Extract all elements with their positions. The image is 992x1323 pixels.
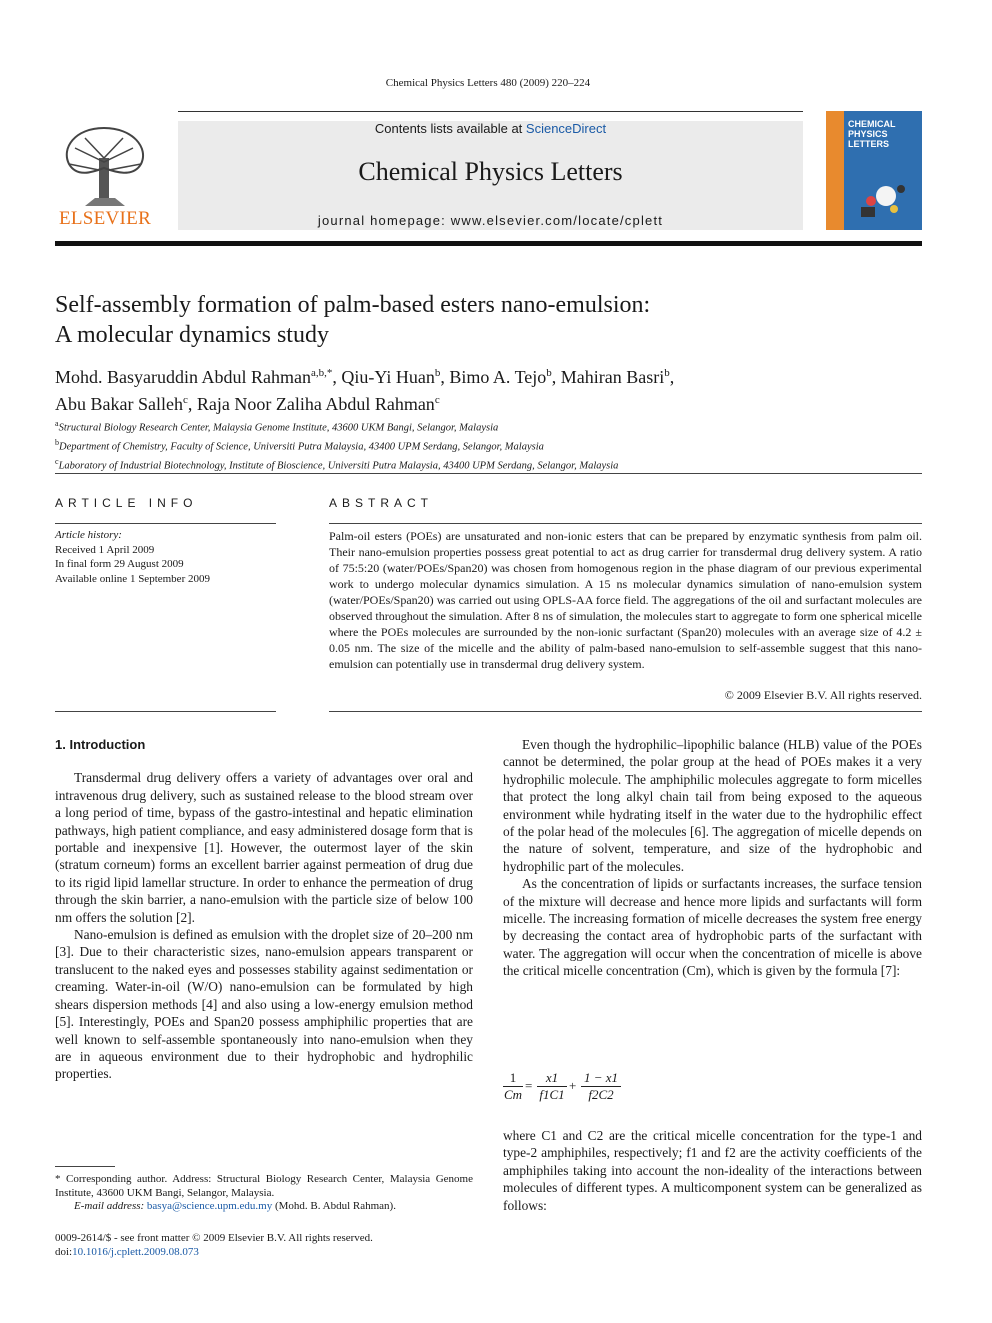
author-name[interactable]: Qiu-Yi Huan [341,367,435,387]
issn-doi [55,1231,473,1259]
body-right-column [503,736,922,980]
abstract-copyright: © 2009 Elsevier B.V. All rights reserved. [724,688,922,702]
affiliation: $^b$Department of Chemistry, Faculty of Science, Universiti Putra Malaysia, 43400 UPM Serdang, Selangor, Malaysia [55,438,544,453]
final-form-date: In final form 29 August 2009 [55,558,184,570]
header-bottom-rule [55,241,922,246]
history-label: Article history: [55,529,122,541]
received-date: Received 1 April 2009 [55,543,155,556]
author-name[interactable]: Mahiran Basri [560,367,665,387]
body-left-column [55,736,473,1083]
author-name[interactable]: Bimo A. Tejo [449,367,547,387]
article-title: Self-assembly formation of palm-based esters nano-emulsion: A molecular dynamics study [55,292,651,348]
contents-line [178,121,803,136]
paragraph: Even though the hydrophilic–lipophilic balance (HLB) value of the POEs cannot be determined, the polar group at the head of POEs makes it a very hydrophilic molecule. The amphiphilic molecules aggregate to form micelles that protect the long alkyl chain tail from being exposed to the aqueous environment while hydrating itself in the water due to the hydrophilic effect of the polar head of the molecules [6]. The aggregation of micelle depends on the nature of solvent, temperature, and size of the hydrophobic and hydrophilic part of the molecules. [503,737,922,874]
affiliation-rule [55,473,922,474]
publisher-wordmark: ELSEVIER [58,208,152,229]
body-right-continued [503,1127,922,1214]
issn-line: 0009-2614/$ - see front matter © 2009 Elsevier B.V. All rights reserved. [55,1232,373,1244]
abstract-bottom-rule [329,711,922,712]
cover-molecule-icon [856,171,916,221]
cover-strip [826,111,844,230]
header-top-rule [178,111,803,112]
paragraph: where C1 and C2 are the critical micelle concentration for the type-1 and type-2 amphiphiles, respectively; f1 and f2 are the activity coefficients of the amphiphiles taking into account the non-ideality of the interactions between molecules of different types. A multicomponent system can be generalized as follows: [503,1128,922,1213]
author-email-link[interactable]: basya@science.upm.edu.my [146,1200,273,1212]
footnote-rule [55,1166,115,1167]
tree-icon [55,118,155,210]
journal-banner [178,121,803,230]
author-list: Mohd. Basyaruddin Abdul Rahman$^{a,b,*}$, Qiu-Yi Huan$^b$, Bimo A. Tejo$^b$, Mahiran Basri$^b$, Abu Bakar Salleh$^c$, Raja Noor Zaliha Abdul Rahman$^c$ [55,367,675,414]
author-name[interactable]: Abu Bakar Salleh [55,394,183,414]
journal-title: Chemical Physics Letters [358,157,623,186]
article-info-bottom-rule [55,711,276,712]
affiliation-list [55,417,915,474]
paragraph: Transdermal drug delivery offers a variety of advantages over oral and intravenous drug delivery, such as sustained release to the blood stream over a long period of time, bypass of the gastro-intestinal and hepatic elimination pathways, high patient compliance, and easy administered dosage form that is portable and inexpensive [1]. However, the outermost layer of the skin (stratum corneum) forms an excellent barrier against permeation of drug due to its rigid lipid lamellar structure. In order to enhance the permeation of drug through the skin barrier, a nano-emulsion with the particle size of below 100 nm offers the solution [2]. [55,770,473,925]
affiliation: $^c$Laboratory of Industrial Biotechnology, Institute of Bioscience, Universiti Putra Malaysia, 43400 UPM Serdang, Selangor, Malaysia [55,457,619,472]
sciencedirect-link[interactable]: ScienceDirect [525,121,607,136]
doi-link[interactable]: 10.1016/j.cplett.2009.08.073 [72,1246,199,1258]
journal-cover-thumbnail [826,111,922,230]
article-info-heading: ARTICLE INFO [55,496,198,510]
abstract-text: Palm-oil esters (POEs) are unsaturated and non-ionic esters that can be prepared by enzymatic synthesis from palm oil. Their nano-emulsion properties possess great potential to act as drug carrier for transdermal drug delivery system. A ratio of 75:5:20 (water/POEs/Span20) was chosen from homogenous region in the phase diagram of our previous experimental work to undergo molecular dynamics simulation. A 15 ns molecular dynamics simulation of nano-emulsion system (water/POEs/Span20) was carried out using OPLS-AA force field. The aggregations of the oil and surfactant molecules are observed throughout the simulation. After 8 ns of simulation, the molecules start to aggregate to form one spherical micelle where the POEs molecules are surrounded by the non-ionic surfactant (Span20) molecules with an average size of 4.2 ± 0.05 nm. The size of the micelle and the ability of palm-based nano-emulsion to self-assemble suggest that this nano-emulsion can potentially use in transdermal drug delivery system. [329,529,922,671]
journal-reference: Chemical Physics Letters 480 (2009) 220–224 [385,77,591,89]
article-info-rule [55,523,276,524]
corresponding-author-note: * Corresponding author. Address: Structural Biology Research Center, Malaysia Genome Institute, 43600 UKM Bangi, Selangor, Malaysia. [55,1173,473,1199]
cover-title: CHEMICAL PHYSICS LETTERS [848,119,896,149]
author-name[interactable]: Raja Noor Zaliha Abdul Rahman [196,394,435,414]
paragraph: As the concentration of lipids or surfactants increases, the surface tension of the mixture will decrease and hence more lipids and surfactants will form micelle. The increasing formation of micelle decreases the system free energy by decreasing the contact area of hydrophobic parts of the surfactant with water. The aggregation will occur when the concentration of micelle is above the critical micelle concentration (Cm), which is given by the formula [7]: [503,876,922,979]
section-heading: 1. Introduction [55,737,146,752]
cmc-formula: $\frac{1}{Cm}$ = $\frac{x1}{f1C1}$ + $\frac{1 - x1}{f2C2}$ [503,1070,703,1110]
doi-line: doi:10.1016/j.cplett.2009.08.073 [55,1246,199,1258]
paragraph: Nano-emulsion is defined as emulsion with the droplet size of 20–200 nm [3]. Due to their characteristic sizes, nano-emulsion appears transparent or translucent to the naked eyes and possesses stability against sedimentation or creaming. Water-in-oil (W/O) nano-emulsion can be formulated by high shears dispersion methods [4] and also using a low-energy emulsion method [5]. Interestingly, POEs and Span20 possess amphiphilic properties that are well known to self-assemble spontaneously into nano-emulsion when they are in aqueous environment due to their hydrophobic and hydrophilic properties. [55,927,473,1082]
journal-homepage[interactable]: journal homepage: www.elsevier.com/locate/cplett [317,213,664,228]
email-line: E-mail address: basya@science.upm.edu.my (Mohd. B. Abdul Rahman). [74,1200,396,1212]
abstract-heading: ABSTRACT [329,496,434,510]
online-date: Available online 1 September 2009 [55,572,210,585]
author-name[interactable]: Mohd. Basyaruddin Abdul Rahman [55,367,311,387]
abstract-rule [329,523,922,524]
affiliation: $^a$Structural Biology Research Center, Malaysia Genome Institute, 43600 UKM Bangi, Selangor, Malaysia [55,419,499,434]
article-history [55,528,276,586]
elsevier-logo [55,118,155,230]
contents-prefix: Contents lists available at [374,121,526,136]
